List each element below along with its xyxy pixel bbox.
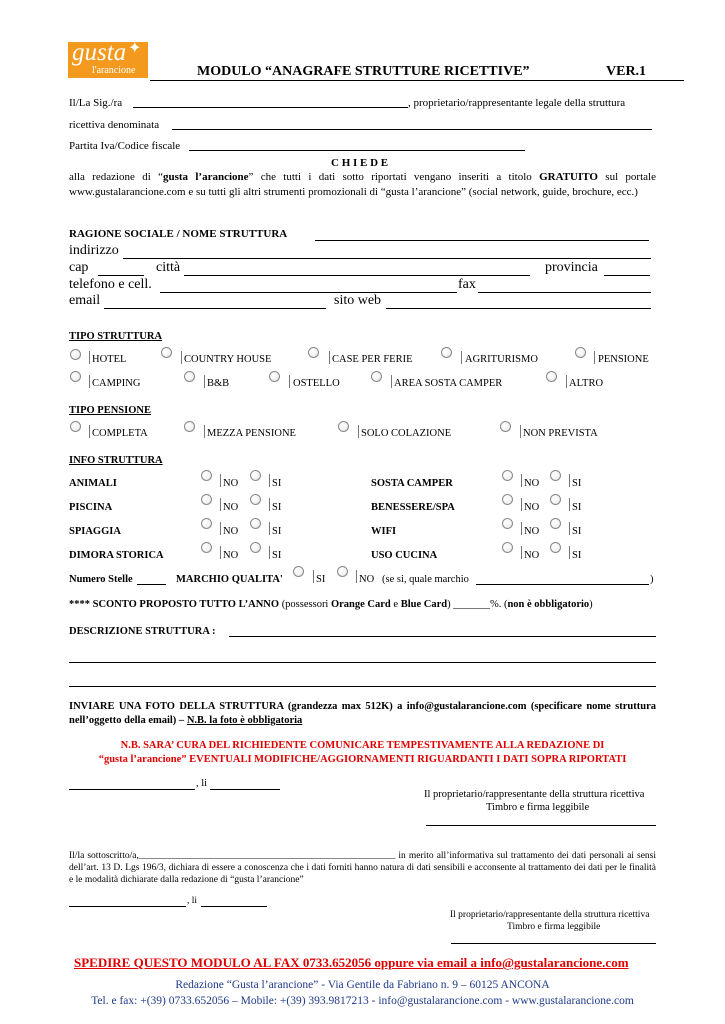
- radio-pensione[interactable]: [575, 347, 586, 358]
- label-marchio-si: SI: [316, 574, 326, 585]
- descrizione-field-2[interactable]: [69, 662, 656, 663]
- label-si: SI: [272, 526, 282, 537]
- label-marchio-no: NO: [359, 574, 375, 585]
- label-no: NO: [524, 526, 540, 537]
- label-si: SI: [572, 526, 582, 537]
- ricettiva-label: ricettiva denominata: [69, 119, 160, 131]
- piva-label: Partita Iva/Codice fiscale: [69, 140, 181, 152]
- label-area-sosta-camper: AREA SOSTA CAMPER: [394, 378, 503, 389]
- logo: [68, 39, 148, 78]
- radio-dimora-no[interactable]: [201, 542, 212, 553]
- firma-field-2[interactable]: [451, 943, 656, 944]
- li-label-2: , li: [187, 896, 198, 906]
- radio-altro[interactable]: [546, 371, 557, 382]
- label-si: SI: [572, 502, 582, 513]
- label-bb: B&B: [207, 378, 230, 389]
- ragione-label: RAGIONE SOCIALE / NOME STRUTTURA: [69, 228, 288, 240]
- version-label: VER.1: [606, 64, 647, 79]
- label-spiaggia: SPIAGGIA: [69, 526, 121, 537]
- data-field-1[interactable]: [210, 789, 280, 790]
- provincia-label: provincia: [545, 260, 598, 275]
- logo-sub: l'arancione: [92, 65, 136, 76]
- radio-spiaggia-no[interactable]: [201, 518, 212, 529]
- piva-field[interactable]: [189, 150, 525, 151]
- label-no: NO: [524, 502, 540, 513]
- label-si: SI: [272, 478, 282, 489]
- label-si: SI: [272, 502, 282, 513]
- li-label-1: , li: [196, 778, 208, 789]
- radio-area-sosta-camper[interactable]: [371, 371, 382, 382]
- label-completa: COMPLETA: [92, 428, 148, 439]
- radio-bb[interactable]: [184, 371, 195, 382]
- radio-camping[interactable]: [70, 371, 81, 382]
- firma-timbro-1: Timbro e firma leggibile: [486, 802, 590, 813]
- label-wifi: WIFI: [371, 526, 397, 537]
- radio-cucina-no[interactable]: [502, 542, 513, 553]
- luogo-field-2[interactable]: [69, 906, 186, 907]
- label-no: NO: [524, 550, 540, 561]
- quale-marchio-field[interactable]: [476, 584, 649, 585]
- label-no: NO: [223, 502, 239, 513]
- label-piscina: PISCINA: [69, 502, 113, 513]
- radio-marchio-si[interactable]: [293, 566, 304, 577]
- quale-marchio-label: (se si, quale marchio: [382, 574, 469, 585]
- spedire-notice: SPEDIRE QUESTO MODULO AL FAX 0733.652056 oppure via email a info@gustalarancione.com: [74, 955, 629, 970]
- radio-piscina-si[interactable]: [250, 494, 261, 505]
- header-rule: [150, 80, 684, 81]
- descrizione-label: DESCRIZIONE STRUTTURA :: [69, 626, 216, 637]
- cap-field[interactable]: [98, 275, 144, 276]
- label-hotel: HOTEL: [92, 354, 127, 365]
- footer-address: Redazione “Gusta l’arancione” - Via Gentile da Fabriano n. 9 – 60125 ANCONA: [175, 979, 550, 991]
- label-si: SI: [572, 550, 582, 561]
- footer-contacts: Tel. e fax: +(39) 0733.652056 – Mobile: +(39) 393.9817213 - info@gustalarancione.com - www.gustalarancione.com: [91, 995, 634, 1007]
- radio-benessere-no[interactable]: [502, 494, 513, 505]
- indirizzo-field[interactable]: [123, 258, 651, 259]
- label-country-house: COUNTRY HOUSE: [184, 354, 272, 365]
- ricettiva-field[interactable]: [172, 129, 652, 130]
- intro-paragraph: alla redazione di “gusta l’arancione” che tutti i dati sotto riportati vengano inseriti a titolo GRATUITO sul portale www.gustalarancione.com e su tutti gli altri strumenti promozionali di “gusta l’arancione” (social network, guide, brochure, ecc.): [69, 171, 656, 198]
- descrizione-field-1[interactable]: [229, 636, 656, 637]
- label-no: NO: [223, 478, 239, 489]
- label-agriturismo: AGRITURISMO: [465, 354, 538, 365]
- fax-field[interactable]: [478, 292, 651, 293]
- radio-non-prevista[interactable]: [500, 421, 511, 432]
- indirizzo-label: indirizzo: [69, 243, 119, 258]
- radio-spiaggia-si[interactable]: [250, 518, 261, 529]
- fax-label: fax: [458, 277, 476, 292]
- radio-benessere-si[interactable]: [550, 494, 561, 505]
- marchio-label: MARCHIO QUALITA': [176, 574, 283, 585]
- sito-label: sito web: [334, 293, 382, 308]
- radio-cucina-si[interactable]: [550, 542, 561, 553]
- firma-timbro-2: Timbro e firma leggibile: [507, 922, 601, 932]
- label-altro: ALTRO: [569, 378, 604, 389]
- label-mezza-pensione: MEZZA PENSIONE: [207, 428, 296, 439]
- citta-field[interactable]: [184, 275, 530, 276]
- cap-label: cap: [69, 260, 89, 275]
- radio-wifi-no[interactable]: [502, 518, 513, 529]
- sito-field[interactable]: [386, 308, 651, 309]
- tipo-struttura-heading: TIPO STRUTTURA: [69, 331, 163, 342]
- label-dimora-storica: DIMORA STORICA: [69, 550, 164, 561]
- label-benessere-spa: BENESSERE/SPA: [371, 502, 455, 513]
- data-field-2[interactable]: [201, 906, 267, 907]
- chiede-heading: C H I E D E: [331, 157, 389, 169]
- label-non-prevista: NON PREVISTA: [523, 428, 598, 439]
- radio-agriturismo[interactable]: [441, 347, 452, 358]
- sig-field[interactable]: [133, 107, 408, 108]
- label-no: NO: [223, 550, 239, 561]
- logo-star-icon: ✦: [128, 40, 142, 57]
- label-si: SI: [272, 550, 282, 561]
- tipo-pensione-heading: TIPO PENSIONE: [69, 405, 151, 416]
- radio-completa[interactable]: [70, 421, 81, 432]
- telefono-label: telefono e cell.: [69, 277, 152, 292]
- label-ostello: OSTELLO: [293, 378, 340, 389]
- radio-ostello[interactable]: [269, 371, 280, 382]
- privacy-statement: Il/la sottoscritto/a,______________________________________________________ in merito all’informativa sul trattamento dei dati personali ai sensi dell’art. 13 D. Lgs 196/3, dichiara di essere a conoscenza che i dati forniti hanno natura di dati sensibili e acconsente al trattamento dei dati per le finalità e le modalità dichiarate dalla redazione di “gusta l’arancione”: [69, 851, 656, 885]
- foto-instructions: INVIARE UNA FOTO DELLA STRUTTURA (grandezza max 512K) a info@gustalarancione.com (specificare nome struttura nell’oggetto della email) – N.B. la foto è obbligatoria: [69, 701, 656, 726]
- descrizione-field-3[interactable]: [69, 686, 656, 687]
- label-solo-colazione: SOLO COLAZIONE: [361, 428, 452, 439]
- sig-role-text: , proprietario/rappresentante legale della struttura: [408, 97, 626, 109]
- quale-marchio-close: ): [650, 574, 654, 585]
- info-struttura-heading: INFO STRUTTURA: [69, 455, 163, 466]
- label-case-per-ferie: CASE PER FERIE: [332, 354, 413, 365]
- ragione-field[interactable]: [315, 240, 649, 241]
- telefono-field[interactable]: [160, 292, 457, 293]
- label-animali: ANIMALI: [69, 478, 117, 489]
- firma-role-2: Il proprietario/rappresentante della struttura ricettiva: [450, 910, 650, 920]
- firma-role-1: Il proprietario/rappresentante della struttura ricettiva: [424, 789, 645, 800]
- radio-wifi-si[interactable]: [550, 518, 561, 529]
- radio-dimora-si[interactable]: [250, 542, 261, 553]
- label-uso-cucina: USO CUCINA: [371, 550, 438, 561]
- label-no: NO: [223, 526, 239, 537]
- radio-marchio-no[interactable]: [337, 566, 348, 577]
- radio-animali-no[interactable]: [201, 470, 212, 481]
- email-label: email: [69, 293, 101, 308]
- numero-stelle-label: Numero Stelle: [69, 574, 133, 585]
- label-no: NO: [524, 478, 540, 489]
- radio-animali-si[interactable]: [250, 470, 261, 481]
- email-field[interactable]: [104, 308, 326, 309]
- label-si: SI: [572, 478, 582, 489]
- radio-solo-colazione[interactable]: [338, 421, 349, 432]
- sconto-line: **** SCONTO PROPOSTO TUTTO L’ANNO (possessori Orange Card e Blue Card) _______%. (non è obbligatorio): [69, 599, 593, 610]
- numero-stelle-field[interactable]: [137, 584, 166, 585]
- radio-sosta-camper-no[interactable]: [502, 470, 513, 481]
- radio-mezza-pensione[interactable]: [184, 421, 195, 432]
- firma-field-1[interactable]: [426, 825, 656, 826]
- logo-word: gusta: [72, 39, 127, 66]
- radio-piscina-no[interactable]: [201, 494, 212, 505]
- label-pensione: PENSIONE: [598, 354, 649, 365]
- radio-country-house[interactable]: [161, 347, 172, 358]
- label-camping: CAMPING: [92, 378, 141, 389]
- radio-hotel[interactable]: [70, 349, 81, 360]
- nb-notice: N.B. SARA’ CURA DEL RICHIEDENTE COMUNICARE TEMPESTIVAMENTE ALLA REDAZIONE DI “gusta l’arancione” EVENTUALI MODIFICHE/AGGIORNAMENTI RIGUARDANTI I DATI SOPRA RIPORTATI: [98, 740, 627, 765]
- provincia-field[interactable]: [604, 275, 650, 276]
- luogo-field-1[interactable]: [69, 789, 195, 790]
- page-title: MODULO “ANAGRAFE STRUTTURE RICETTIVE”: [197, 64, 530, 79]
- label-sosta-camper: SOSTA CAMPER: [371, 478, 453, 489]
- sig-label: Il/La Sig./ra: [69, 97, 123, 109]
- citta-label: città: [156, 260, 181, 275]
- radio-sosta-camper-si[interactable]: [550, 470, 561, 481]
- radio-case-per-ferie[interactable]: [308, 347, 319, 358]
